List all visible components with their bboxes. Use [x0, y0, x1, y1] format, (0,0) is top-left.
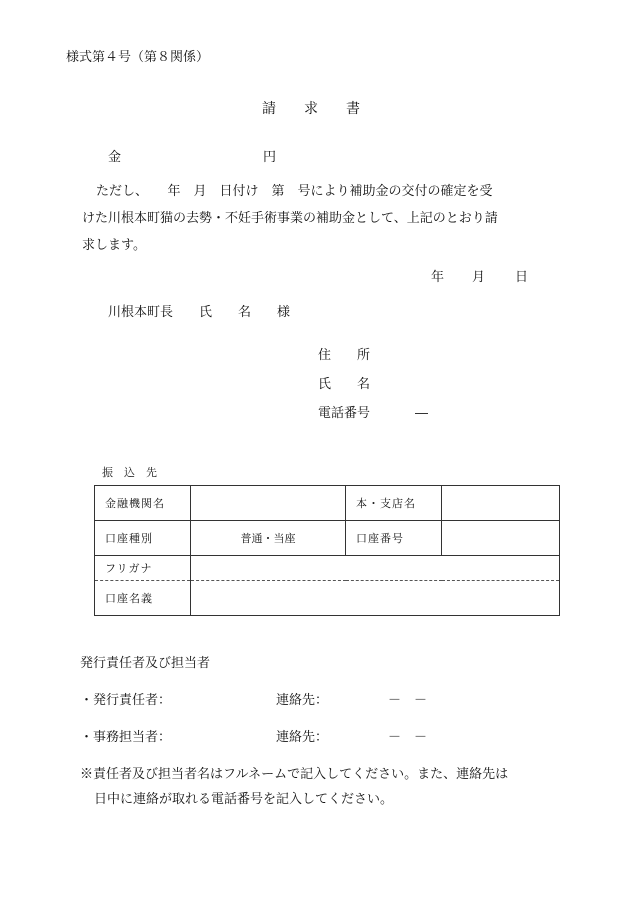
footnote-line-1: ※責任者及び担当者名はフルネームで記入してください。また、連絡先は — [80, 767, 509, 782]
bank-row-account — [95, 521, 560, 556]
bank-table — [94, 485, 560, 616]
holder-label: 口座名義 — [95, 581, 191, 616]
bank-heading: 振 込 先 — [102, 466, 157, 479]
amount-suffix: 円 — [263, 150, 277, 165]
branch-field[interactable] — [442, 486, 560, 521]
footnote-line-2: 日中に連絡が取れる電話番号を記入してください。 — [94, 792, 394, 807]
claim-body-line-3: 求します。 — [82, 238, 146, 253]
date-year: 年 — [431, 270, 445, 285]
furigana-label: フリガナ — [95, 556, 191, 581]
form-number: 様式第４号（第８関係） — [66, 50, 210, 65]
responsible-heading: 発行責任者及び担当者 — [80, 656, 211, 671]
amount-prefix: 金 — [108, 150, 122, 165]
date-day: 日 — [515, 270, 529, 285]
staff-contact-label: 連絡先： — [276, 730, 329, 745]
claim-body-line-1: ただし、 年 月 日付け 第 号により補助金の交付の確定を受 — [96, 184, 493, 199]
date-month: 月 — [472, 270, 486, 285]
staff-contact-dashes: － － — [388, 730, 428, 745]
issuer-contact-dashes: － － — [388, 693, 428, 708]
footnote — [80, 762, 560, 812]
issuer-contact-label: 連絡先： — [276, 693, 329, 708]
furigana-field[interactable] — [191, 556, 560, 581]
addressee: 川根本町長 氏 名 様 — [108, 305, 291, 320]
branch-label: 本・支店名 — [346, 486, 442, 521]
account-number-label: 口座番号 — [346, 521, 442, 556]
institution-label: 金融機関名 — [95, 486, 191, 521]
address-label: 住 所 — [318, 348, 371, 363]
claim-body-line-2: けた川根本町猫の去勢・不妊手術事業の補助金として、上記のとおり請 — [82, 211, 498, 226]
name-label: 氏 名 — [318, 377, 371, 392]
claim-body — [82, 178, 562, 259]
phone-label: 電話番号 — [318, 406, 371, 421]
staff-label: ・事務担当者： — [80, 730, 172, 745]
bank-row-institution — [95, 486, 560, 521]
issuer-label: ・発行責任者： — [80, 693, 172, 708]
account-number-field[interactable] — [442, 521, 560, 556]
document-title: 請 求 書 — [262, 101, 360, 117]
account-type-label: 口座種別 — [95, 521, 191, 556]
institution-field[interactable] — [191, 486, 346, 521]
holder-field[interactable] — [191, 581, 560, 616]
bank-row-holder — [95, 581, 560, 616]
account-type-value[interactable]: 普通・当座 — [191, 521, 346, 556]
phone-dash: ― — [415, 406, 428, 421]
bank-row-furigana — [95, 556, 560, 581]
